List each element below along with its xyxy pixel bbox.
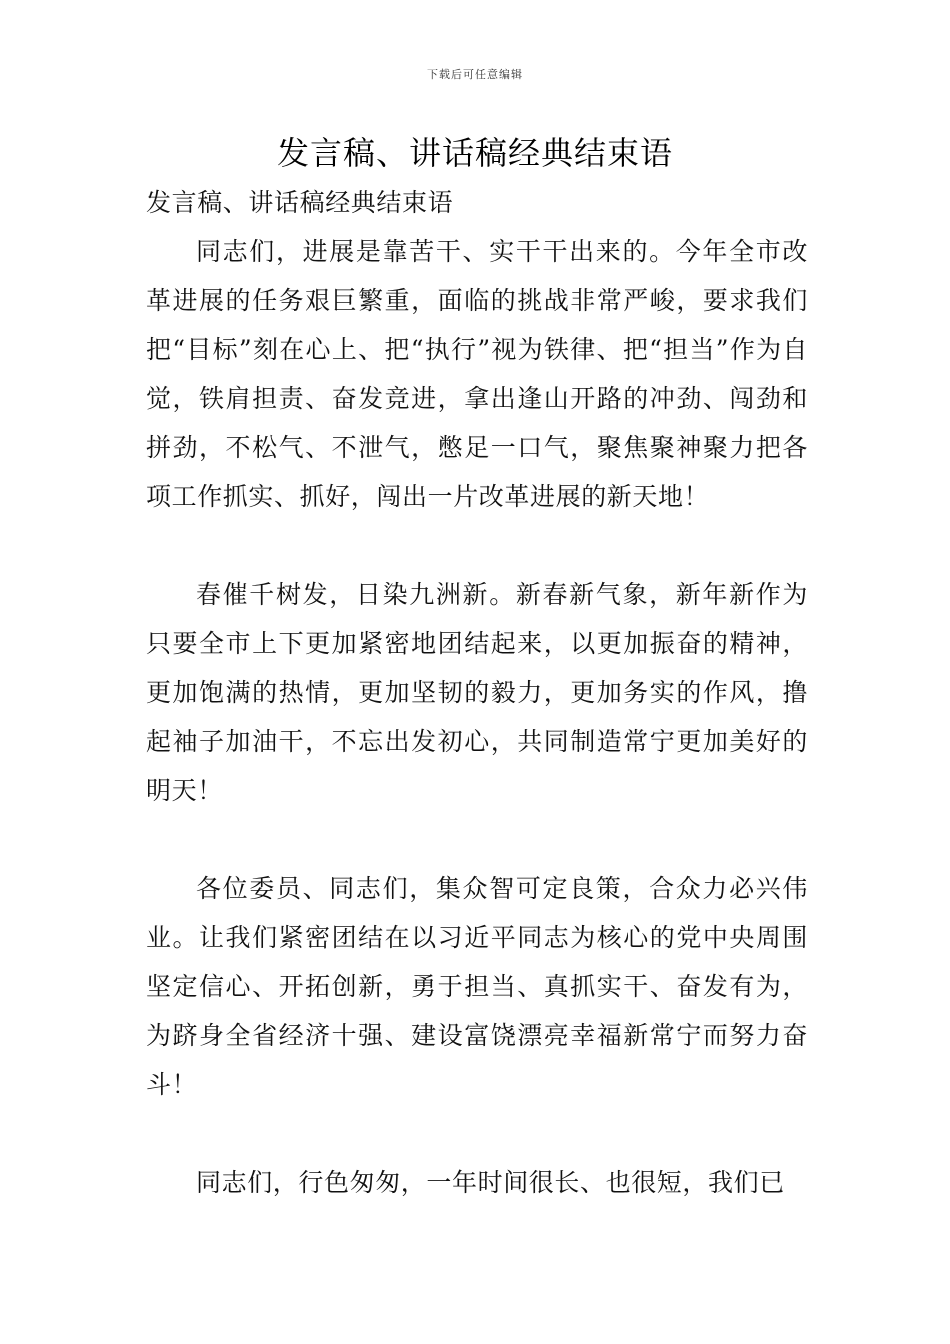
paragraph-spacer [146,521,808,570]
paragraph-2: 春催千树发，日染九洲新。新春新气象，新年新作为只要全市上下更加紧密地团结起来，以更加振奋的精神，更加饱满的热情，更加坚韧的毅力，更加务实的作风，撸起袖子加油干，不忘出发初心，共同制造常宁更加美好的明天！ [146,580,808,805]
document-body [146,178,808,1207]
header-note: 下载后可任意编辑 [427,68,523,81]
page-title: 发言稿、讲话稿经典结束语 [276,134,673,172]
paragraph-4: 同志们，行色匆匆，一年时间很长、也很短，我们已 [196,1168,785,1197]
paragraph-spacer [146,1109,808,1158]
paragraph-1: 同志们，进展是靠苦干、实干干出来的。今年全市改革进展的任务艰巨繁重，面临的挑战非常严峻，要求我们把“目标”刻在心上、把“执行”视为铁律、把“担当”作为自觉，铁肩担责、奋发竞进，拿出逢山开路的冲劲、闯劲和拼劲，不松气、不泄气，憋足一口气，聚焦聚神聚力把各项工作抓实、抓好，闯出一片改革进展的新天地！ [146,237,808,511]
document-subtitle: 发言稿、讲话稿经典结束语 [146,188,454,217]
paragraph-3: 各位委员、同志们，集众智可定良策，合众力必兴伟业。让我们紧密团结在以习近平同志为核心的党中央周围坚定信心、开拓创新，勇于担当、真抓实干、奋发有为，为跻身全省经济十强、建设富饶漂亮幸福新常宁而努力奋斗！ [146,874,808,1099]
paragraph-spacer [146,815,808,864]
